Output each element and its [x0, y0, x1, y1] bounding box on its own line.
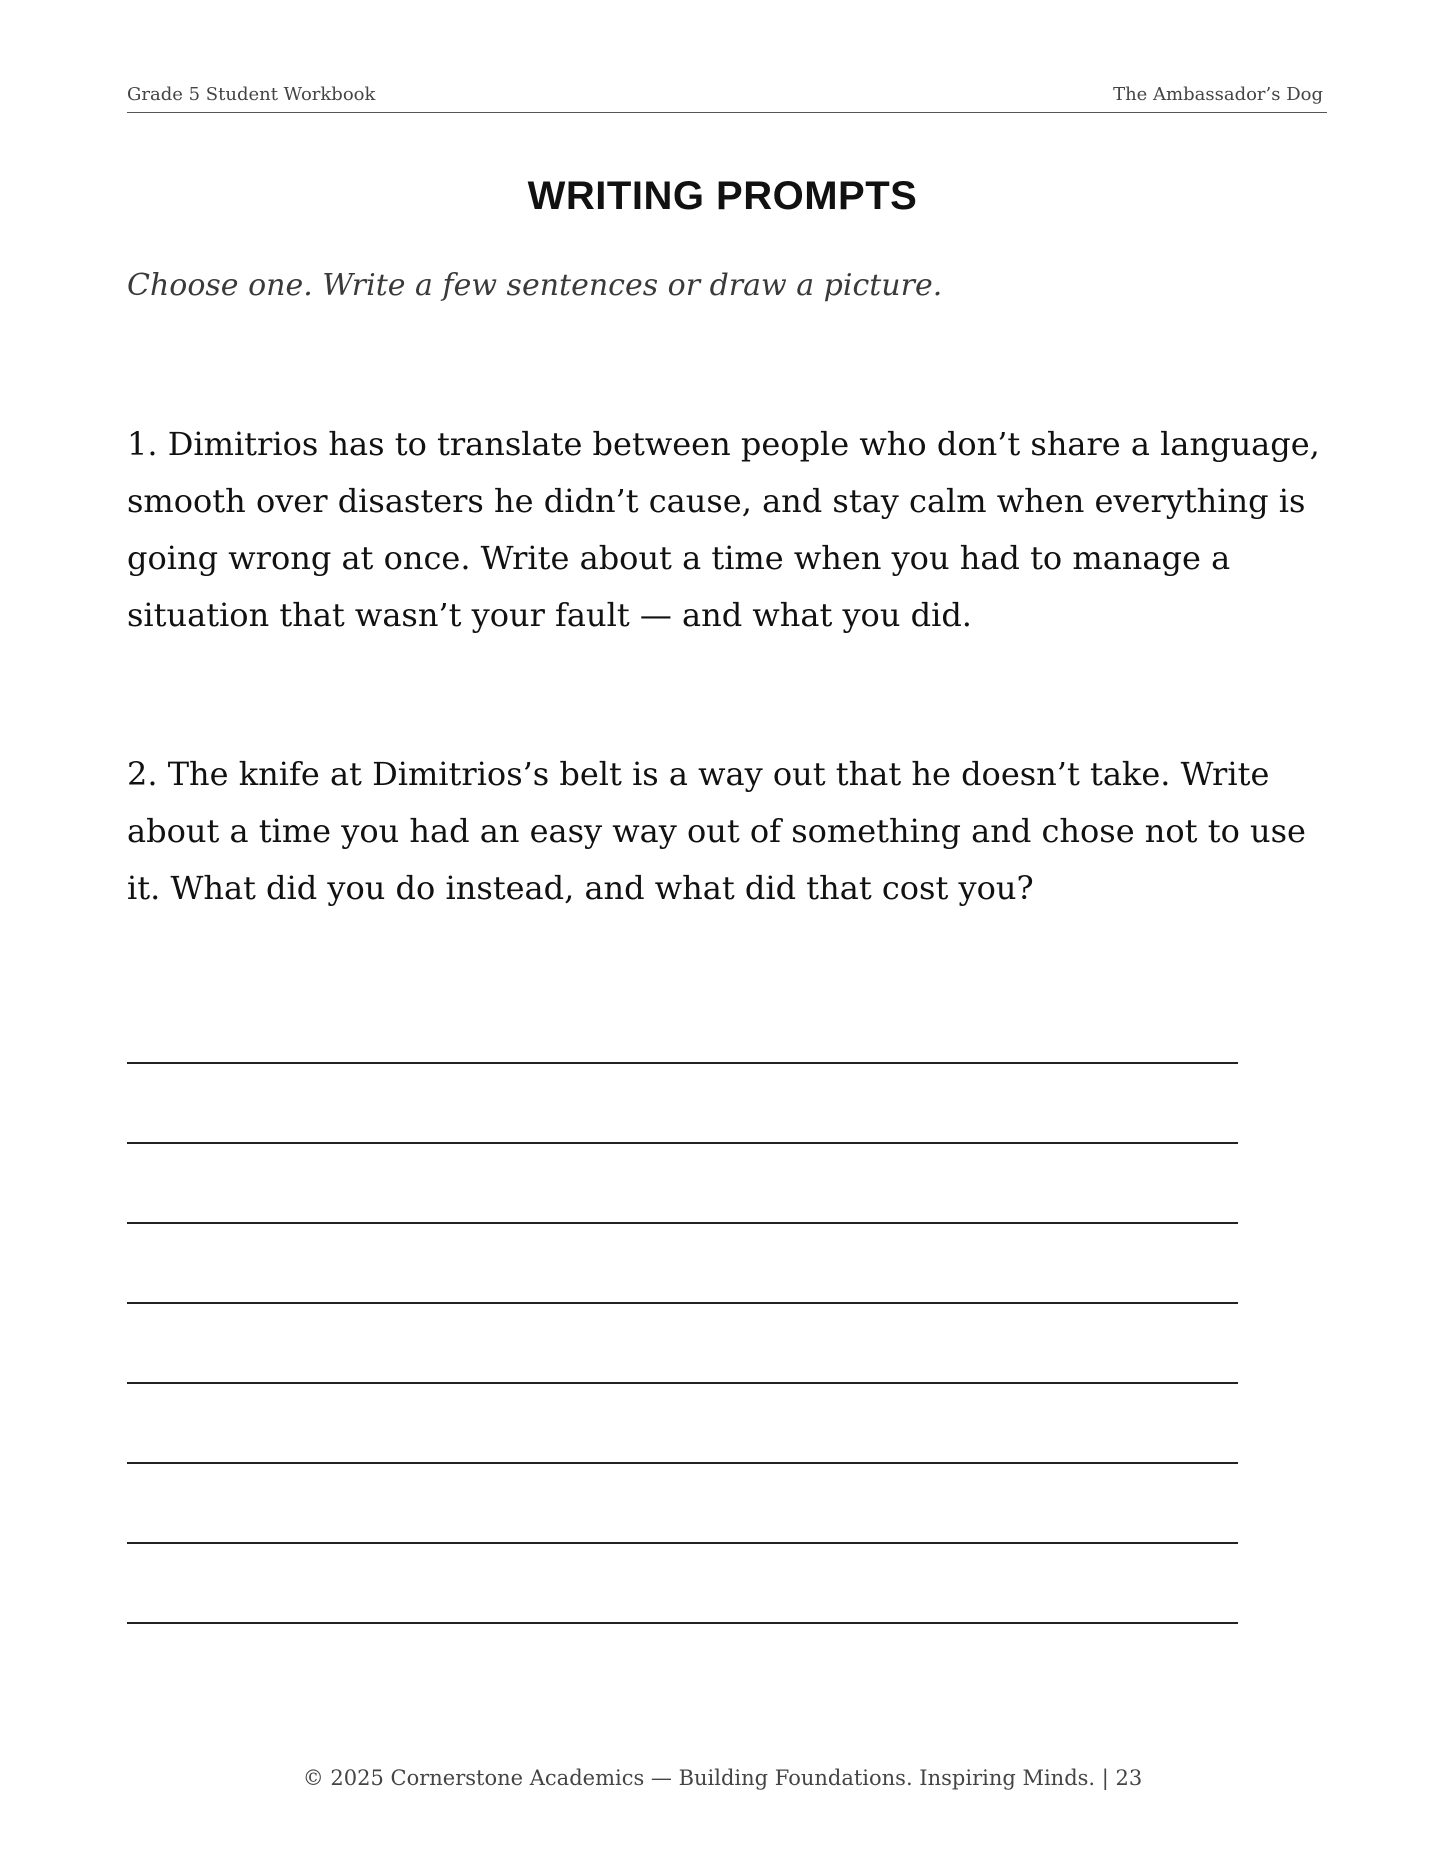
page-footer: © 2025 Cornerstone Academics — Building Foundations. Inspiring Minds. | 23	[302, 1766, 1143, 1790]
writing-line	[127, 1222, 1238, 1224]
header-workbook-label: Grade 5 Student Workbook	[127, 84, 376, 105]
writing-lines	[127, 1062, 1238, 1702]
writing-line	[127, 1382, 1238, 1384]
writing-prompt-1: 1. Dimitrios has to translate between people who don’t share a language, smooth over disasters he didn’t cause, and stay calm when everything is going wrong at once. Write about a time when you had to manage a situation that wasn’t your fault — and what you did.	[127, 425, 1320, 634]
writing-line	[127, 1462, 1238, 1464]
writing-line	[127, 1142, 1238, 1144]
writing-line	[127, 1542, 1238, 1544]
page-header	[127, 84, 1327, 113]
writing-line	[127, 1062, 1238, 1064]
header-book-title: The Ambassador’s Dog	[1113, 84, 1323, 105]
writing-line	[127, 1302, 1238, 1304]
page-title: WRITING PROMPTS	[527, 174, 918, 218]
writing-prompt-2: 2. The knife at Dimitrios’s belt is a way out that he doesn’t take. Write about a time you had an easy way out of something and chose not to use it. What did you do instead, and what did that cost you?	[127, 755, 1306, 907]
instructions: Choose one. Write a few sentences or draw a picture.	[127, 268, 943, 303]
writing-line	[127, 1622, 1238, 1624]
